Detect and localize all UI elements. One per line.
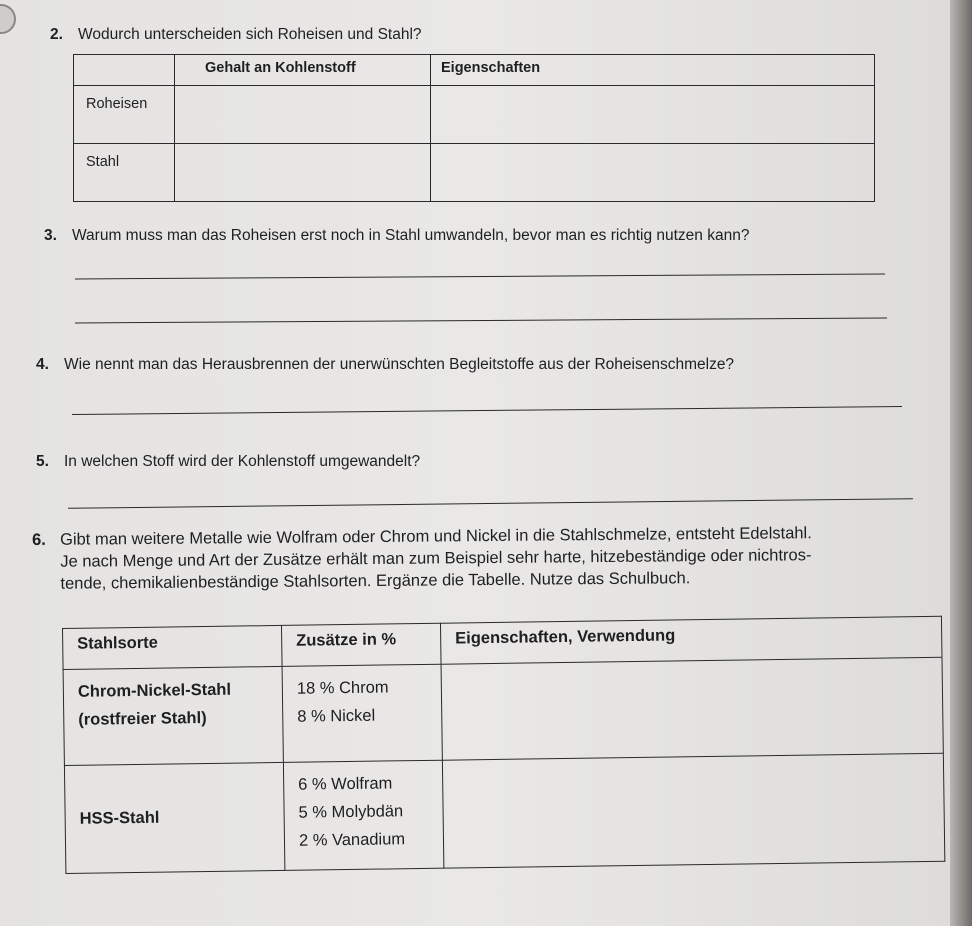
answer-cell[interactable] [442, 753, 944, 868]
answer-line[interactable] [75, 274, 885, 280]
question-text: Gibt man weitere Metalle wie Wolfram oder Chrom und Nickel in die Stahlschmelze, entsteht Edelstahl. [60, 524, 812, 549]
question-text: Je nach Menge und Art der Zusätze erhält man zum Beispiel sehr harte, hitzebeständige oder nichtros- [60, 546, 812, 571]
additive: 18 % Chrom [296, 678, 389, 698]
row-label: Stahl [74, 144, 175, 202]
steel-type: HSS-Stahl [79, 809, 160, 829]
carbon-table [73, 54, 875, 202]
question-text: tende, chemikalienbeständige Stahlsorten. Ergänze die Tabelle. Nutze das Schulbuch. [60, 569, 691, 593]
additive: 2 % Vanadium [298, 830, 406, 850]
answer-cell[interactable] [175, 144, 431, 202]
table-header [74, 55, 175, 86]
question-5 [36, 451, 420, 473]
table-header: Gehalt an Kohlenstoff [175, 55, 431, 86]
question-number: 6. [32, 530, 46, 549]
question-number: 2. [50, 26, 63, 43]
background-edge [950, 0, 972, 926]
table-row [63, 657, 943, 765]
question-text: Wie nennt man das Herausbrennen der unerwünschten Begleitstoffe aus der Roheisenschmelze? [64, 356, 735, 373]
answer-line[interactable] [68, 498, 913, 509]
question-number: 3. [44, 227, 57, 244]
answer-cell[interactable] [431, 86, 875, 144]
answer-cell[interactable] [441, 657, 943, 760]
additives-cell [282, 664, 442, 762]
answer-line[interactable] [75, 318, 887, 324]
answer-line[interactable] [72, 406, 902, 415]
question-2 [50, 24, 422, 46]
question-4 [36, 354, 734, 376]
question-3 [44, 225, 749, 247]
table-header: Eigenschaften [431, 55, 875, 86]
table-header: Stahlsorte [63, 625, 283, 669]
steel-type: Chrom-Nickel-Stahl [77, 680, 232, 701]
question-text: Wodurch unterscheiden sich Roheisen und Stahl? [78, 26, 422, 43]
additive: 5 % Molybdän [298, 802, 404, 822]
table-row [74, 144, 875, 202]
steel-type-cell [63, 666, 283, 765]
additive: 8 % Nickel [297, 706, 376, 726]
question-number: 4. [36, 356, 49, 373]
answer-cell[interactable] [431, 144, 875, 202]
punch-hole [0, 4, 16, 34]
table-header: Eigenschaften, Verwendung [440, 616, 942, 664]
question-6 [32, 523, 812, 596]
steel-type: (rostfreier Stahl) [78, 709, 207, 729]
additive: 6 % Wolfram [298, 774, 393, 794]
question-number: 5. [36, 453, 49, 470]
answer-cell[interactable] [175, 86, 431, 144]
row-label: Roheisen [74, 86, 175, 144]
question-text: Warum muss man das Roheisen erst noch in Stahl umwandeln, bevor man es richtig nutzen kann? [72, 227, 750, 244]
table-row [64, 753, 944, 873]
steel-type-cell [64, 762, 284, 873]
table-row [74, 86, 875, 144]
additives-cell [283, 760, 443, 870]
steel-table [62, 616, 945, 874]
table-header: Zusätze in % [281, 623, 441, 666]
question-text: In welchen Stoff wird der Kohlenstoff umgewandelt? [64, 453, 421, 470]
